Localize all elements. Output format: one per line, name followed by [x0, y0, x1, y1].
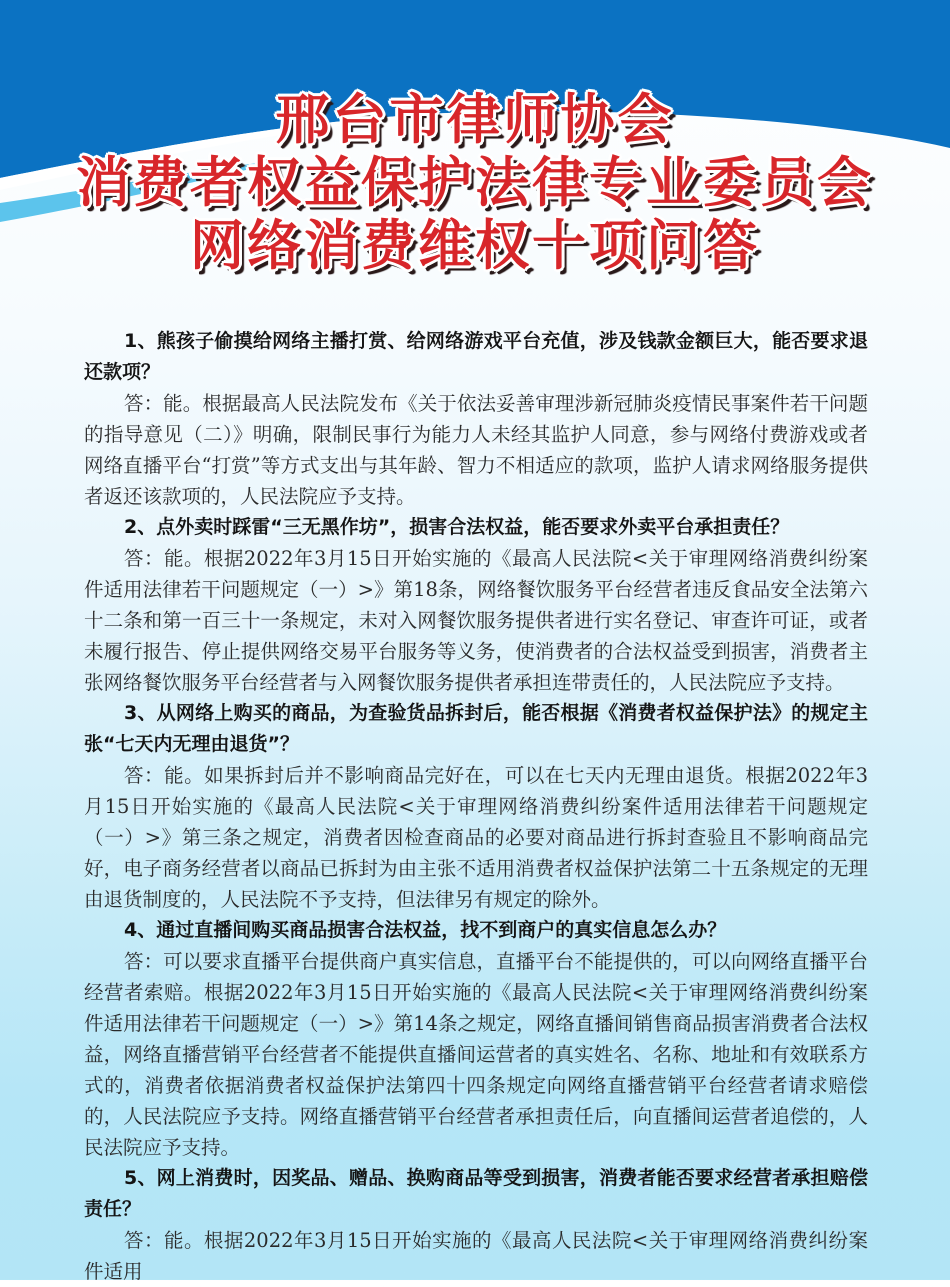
question-5: 5、网上消费时，因奖品、赠品、换购商品等受到损害，消费者能否要求经营者承担赔偿责任？: [84, 1167, 868, 1220]
question-2: 2、点外卖时踩雷“三无黑作坊”，损害合法权益，能否要求外卖平台承担责任？: [124, 516, 790, 538]
poster-title: [0, 88, 950, 277]
title-association: 邢台市律师协会: [275, 88, 675, 151]
answer-5: 答：能。根据2022年3月15日开始实施的《最高人民法院<关于审理网络消费纠纷案件适用: [84, 1229, 868, 1283]
qa-list: [84, 326, 868, 1287]
answer-2: 答：能。根据2022年3月15日开始实施的《最高人民法院<关于审理网络消费纠纷案件适用法律若干问题规定（一）>》第18条，网络餐饮服务平台经营者违反食品安全法第六十二条和第一百三十一条规定，未对入网餐饮服务提供者进行实名登记、审查许可证，或者未履行报告、停止提供网络交易平台服务等义务，使消费者的合法权益受到损害，消费者主张网络餐饮服务平台经营者与入网餐饮服务提供者承担连带责任的，人民法院应予支持。: [84, 547, 868, 694]
question-4: 4、通过直播间购买商品损害合法权益，找不到商户的真实信息怎么办？: [124, 919, 727, 941]
answer-4: 答：可以要求直播平台提供商户真实信息，直播平台不能提供的，可以向网络直播平台经营者索赔。根据2022年3月15日开始实施的《最高人民法院<关于审理网络消费纠纷案件适用法律若干问题规定（一）>》第14条之规定，网络直播间销售商品损害消费者合法权益，网络直播营销平台经营者不能提供直播间运营者的真实姓名、名称、地址和有效联系方式的，消费者依据消费者权益保护法第四十四条规定向网络直播营销平台经营者请求赔偿的，人民法院应予支持。网络直播营销平台经营者承担责任后，向直播间运营者追偿的，人民法院应予支持。: [84, 950, 868, 1159]
title-committee: 消费者权益保护法律专业委员会: [76, 151, 874, 214]
question-3: 3、从网络上购买的商品，为查验货品拆封后，能否根据《消费者权益保护法》的规定主张“七天内无理由退货”？: [84, 702, 868, 755]
title-topic: 网络消费维权十项问答: [190, 214, 760, 277]
answer-3: 答：能。如果拆封后并不影响商品完好在，可以在七天内无理由退货。根据2022年3月15日开始实施的《最高人民法院<关于审理网络消费纠纷案件适用法律若干问题规定（一）>》第三条之规定，消费者因检查商品的必要对商品进行拆封查验且不影响商品完好，电子商务经营者以商品已拆封为由主张不适用消费者权益保护法第二十五条规定的无理由退货制度的，人民法院不予支持，但法律另有规定的除外。: [84, 764, 868, 911]
question-1: 1、熊孩子偷摸给网络主播打赏、给网络游戏平台充值，涉及钱款金额巨大，能否要求退还款项？: [84, 330, 868, 383]
answer-1: 答：能。根据最高人民法院发布《关于依法妥善审理涉新冠肺炎疫情民事案件若干问题的指导意见（二）》明确，限制民事行为能力人未经其监护人同意，参与网络付费游戏或者网络直播平台“打赏”等方式支出与其年龄、智力不相适应的款项，监护人请求网络服务提供者返还该款项的，人民法院应予支持。: [84, 392, 868, 508]
